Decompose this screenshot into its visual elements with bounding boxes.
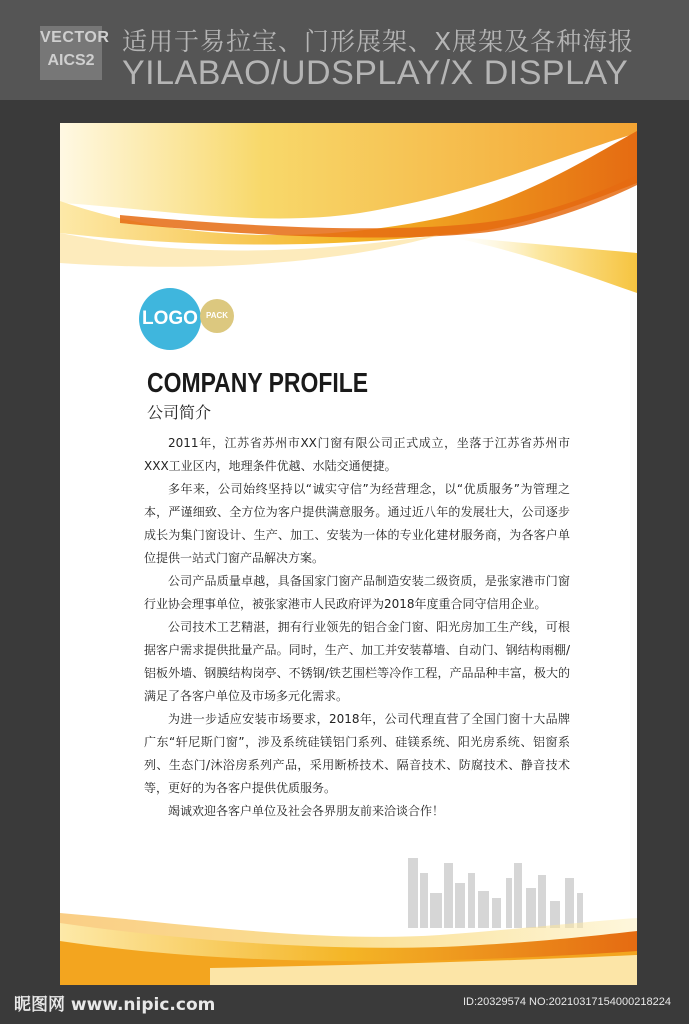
- logo-small-circle: PACK: [200, 299, 234, 333]
- paragraph: 为进一步适应安装市场要求，2018年，公司代理直营了全国门窗十大品牌广东“轩尼斯门窗”，涉及系统硅镁铝门系列、硅镁系统、阳光房系统、铝窗系列、生态门/沐浴房系列产品，采用断桥技术、隔音技术、防腐技术、静音技术等，更好的为各客户提供优质服务。: [144, 712, 570, 795]
- paragraph: 竭诚欢迎各客户单位及社会各界朋友前来洽谈合作！: [168, 804, 445, 818]
- image-id: ID:20329574 NO:20210317154000218224: [463, 996, 671, 1008]
- paragraph: 多年来，公司始终坚持以“诚实守信”为经营理念，以“优质服务”为管理之本，严谨细致、全方位为客户提供满意服务。通过近八年的发展壮大，公司逐步成长为集门窗设计、生产、加工、安装为一体的专业化建材服务商，为各客户单位提供一站式门窗产品解决方案。: [144, 482, 570, 565]
- badge-line2: AICS2: [47, 52, 95, 69]
- title-en: COMPANY PROFILE: [147, 367, 369, 398]
- paragraph: 公司技术工艺精湛，拥有行业领先的铝合金门窗、阳光房加工生产线，可根据客户需求提供批量产品。同时，生产、加工并安装幕墙、自动门、钢结构雨棚/铝板外墙、钢膜结构岗亭、不锈钢/铁艺围栏等冷作工程，产品品种丰富，极大的满足了各客户单位及市场多元化需求。: [144, 620, 570, 703]
- paragraph: 2011年，江苏省苏州市XX门窗有限公司正式成立，坐落于江苏省苏州市XXX工业区内，地理条件优越、水陆交通便捷。: [144, 436, 570, 473]
- banner-title-en: YILABAO/UDSPLAY/X DISPLAY: [122, 54, 629, 92]
- site-watermark: 昵图网 www.nipic.com: [14, 995, 216, 1015]
- badge-line1: VECTOR: [40, 29, 110, 46]
- banner-title-cn: 适用于易拉宝、门形展架、X展架及各种海报: [122, 27, 635, 56]
- logo-circle: LOGO: [139, 288, 201, 350]
- profile-body: [144, 432, 570, 823]
- paragraph: 公司产品质量卓越，具备国家门窗产品制造安装二级资质，是张家港市门窗行业协会理事单位，被张家港市人民政府评为2018年度重合同守信用企业。: [144, 574, 570, 611]
- title-cn: 公司简介: [147, 403, 212, 422]
- poster: [60, 123, 637, 985]
- vector-badge: [40, 26, 110, 80]
- city-skyline-icon: [408, 858, 583, 928]
- top-banner: [0, 0, 689, 100]
